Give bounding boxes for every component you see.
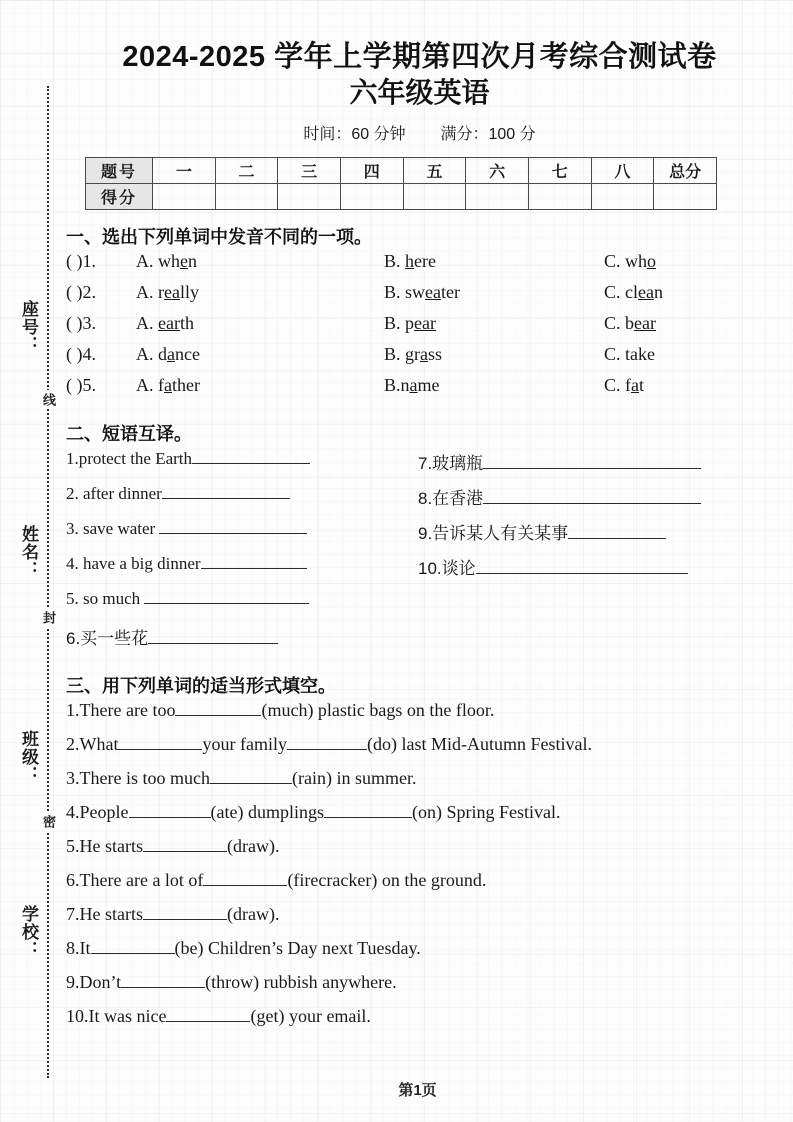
translation-prompt-8: 8.在香港 [418, 489, 484, 509]
fill-question-4 [66, 803, 793, 837]
translation-answer-blank-8[interactable] [483, 489, 701, 504]
fill-text-8: It [79, 938, 91, 959]
mc-option-2-C[interactable]: C. clean [604, 282, 663, 303]
score-table-column-5: 五 [403, 158, 466, 184]
section-3-heading: 三、用下列单词的适当形式填空。 [66, 676, 336, 697]
translation-prompt-9: 9.告诉某人有关某事 [418, 524, 569, 544]
fill-question-number-10: 10. [66, 1006, 89, 1027]
exam-title-line1: 2024-2025 学年上学期第四次月考综合测试卷 [122, 41, 717, 73]
fill-question-number-4: 4. [66, 802, 80, 823]
mc-question-1 [66, 252, 793, 283]
fill-question-6 [66, 871, 793, 905]
mc-option-5-B[interactable]: B.name [384, 375, 440, 396]
translation-item-9 [418, 519, 666, 544]
translation-answer-blank-7[interactable] [483, 454, 701, 469]
fill-text-7: (draw). [226, 904, 280, 925]
translation-item-3 [66, 519, 307, 539]
field-seat-number [16, 300, 41, 359]
exam-content [62, 0, 793, 1122]
score-cell-2[interactable] [215, 184, 278, 210]
mc-question-5 [66, 376, 793, 407]
score-table-column-8: 八 [591, 158, 654, 184]
score-table-row-label-score: 得分 [86, 184, 153, 210]
field-name [16, 525, 41, 584]
score-cell-5[interactable] [403, 184, 466, 210]
fill-question-number-5: 5. [66, 836, 80, 857]
mc-option-4-C[interactable]: C. take [604, 344, 655, 365]
fill-text-3: (rain) in summer. [291, 768, 417, 789]
fill-answer-blank-4-2[interactable] [324, 804, 412, 818]
seal-dotted-line [47, 86, 49, 1078]
fill-question-number-3: 3. [66, 768, 80, 789]
fill-question-2 [66, 735, 793, 769]
fill-question-8 [66, 939, 793, 973]
mc-answer-bracket-5[interactable]: ( )5. [66, 375, 96, 396]
fill-text-10: (get) your email. [250, 1006, 371, 1027]
mc-option-1-C[interactable]: C. who [604, 251, 657, 272]
score-table-column-6: 六 [466, 158, 529, 184]
mc-option-3-A[interactable]: A. earth [136, 313, 194, 334]
translation-item-7 [418, 449, 701, 474]
seal-char-xian: 线 [38, 390, 58, 409]
fill-text-6: (firecracker) on the ground. [287, 870, 487, 891]
fill-text-9: Don’t [79, 972, 122, 993]
translation-prompt-5: 5. so much [66, 589, 145, 609]
field-class-label: 班级： [19, 730, 38, 784]
page-footer: 第1页 [398, 1082, 437, 1099]
fill-answer-blank-3-1[interactable] [210, 770, 292, 784]
translation-row-1 [66, 449, 793, 484]
fill-answer-blank-10-1[interactable] [166, 1008, 250, 1022]
section-2 [62, 420, 793, 659]
seal-char-feng: 封 [38, 608, 58, 627]
mc-answer-bracket-2[interactable]: ( )2. [66, 282, 96, 303]
translation-prompt-6: 6.买一些花 [66, 629, 149, 649]
fill-question-7 [66, 905, 793, 939]
translation-row-4 [66, 554, 793, 589]
fill-question-3 [66, 769, 793, 803]
mc-question-4 [66, 345, 793, 376]
translation-row-5 [66, 589, 793, 624]
fill-question-number-9: 9. [66, 972, 80, 993]
section-3 [62, 672, 793, 1041]
fill-answer-blank-8-1[interactable] [91, 940, 175, 954]
translation-answer-blank-3[interactable] [159, 519, 307, 534]
fill-question-number-8: 8. [66, 938, 80, 959]
score-cell-1[interactable] [153, 184, 216, 210]
translation-prompt-1: 1.protect the Earth [66, 449, 193, 469]
mc-answer-bracket-4[interactable]: ( )4. [66, 344, 96, 365]
mc-answer-bracket-1[interactable]: ( )1. [66, 251, 96, 272]
score-table-column-4: 四 [340, 158, 403, 184]
fill-text-4: (ate) dumplings [210, 802, 324, 823]
translation-row-2 [66, 484, 793, 519]
score-cell-8[interactable] [591, 184, 654, 210]
fill-answer-blank-2-1[interactable] [118, 736, 202, 750]
fill-question-5 [66, 837, 793, 871]
fill-question-10 [66, 1007, 793, 1041]
fill-answer-blank-2-2[interactable] [287, 736, 367, 750]
score-cell-7[interactable] [528, 184, 591, 210]
translation-item-1 [66, 449, 310, 469]
field-school [16, 905, 41, 964]
fill-text-9: (throw) rubbish anywhere. [205, 972, 397, 993]
fill-text-1: (much) plastic bags on the floor. [261, 700, 495, 721]
translation-item-5 [66, 589, 309, 609]
section-2-heading: 二、短语互译。 [66, 424, 192, 445]
score-cell-4[interactable] [340, 184, 403, 210]
fill-text-2: What [79, 734, 119, 755]
mc-option-5-C[interactable]: C. fat [604, 375, 645, 396]
score-cell-3[interactable] [278, 184, 341, 210]
exam-meta [62, 121, 793, 144]
score-cell-6[interactable] [466, 184, 529, 210]
fill-text-3: There is too much [79, 768, 210, 789]
mc-option-4-A[interactable]: A. dance [136, 344, 200, 365]
translation-item-6 [66, 624, 278, 649]
translation-item-2 [66, 484, 290, 504]
fill-text-10: It was nice [88, 1006, 167, 1027]
exam-title-line2: 六年级英语 [349, 77, 490, 109]
translation-answer-blank-1[interactable] [192, 449, 310, 464]
translation-answer-blank-2[interactable] [162, 484, 290, 499]
translation-prompt-3: 3. save water [66, 519, 160, 539]
score-table-header-row [86, 158, 717, 184]
fill-question-number-7: 7. [66, 904, 80, 925]
fill-answer-blank-7-1[interactable] [143, 906, 227, 920]
fill-question-number-1: 1. [66, 700, 80, 721]
fill-text-4: People [79, 802, 129, 823]
translation-prompt-10: 10.谈论 [418, 559, 476, 579]
field-name-label: 姓名： [19, 525, 38, 579]
score-cell-9[interactable] [654, 184, 717, 210]
fill-answer-blank-1-1[interactable] [175, 702, 261, 716]
seal-margin [0, 0, 62, 1122]
fill-text-5: (draw). [226, 836, 280, 857]
fill-text-5: He starts [79, 836, 143, 857]
fill-question-9 [66, 973, 793, 1007]
fill-text-2: (do) last Mid-Autumn Festival. [366, 734, 592, 755]
mc-option-5-A[interactable]: A. father [136, 375, 200, 396]
section-1-heading: 一、选出下列单词中发音不同的一项。 [66, 227, 372, 248]
mc-option-1-B[interactable]: B. here [384, 251, 436, 272]
score-table-column-9: 总分 [654, 158, 717, 184]
translation-prompt-4: 4. have a big dinner [66, 554, 201, 574]
score-table-column-7: 七 [528, 158, 591, 184]
section-1 [62, 223, 793, 407]
score-table-value-row [86, 184, 717, 210]
fill-question-1 [66, 701, 793, 735]
score-table [85, 157, 717, 210]
translation-prompt-2: 2. after dinner [66, 484, 162, 504]
score-table-column-2: 二 [215, 158, 278, 184]
translation-answer-blank-9[interactable] [568, 524, 666, 539]
seal-char-mi: 密 [38, 812, 58, 831]
mc-option-4-B[interactable]: B. grass [384, 344, 443, 365]
score-table-row-label-number: 题号 [86, 158, 153, 184]
translation-item-8 [418, 484, 701, 509]
fill-text-7: He starts [79, 904, 143, 925]
field-seat-number-label: 座号： [19, 300, 38, 354]
translation-row-3 [66, 519, 793, 554]
fill-text-8: (be) Children’s Day next Tuesday. [174, 938, 421, 959]
translation-row-6 [66, 624, 793, 659]
fill-answer-blank-6-1[interactable] [203, 872, 287, 886]
field-school-label: 学校： [19, 905, 38, 959]
mc-answer-bracket-3[interactable]: ( )3. [66, 313, 96, 334]
field-class [16, 730, 41, 789]
fill-text-4: (on) Spring Festival. [411, 802, 561, 823]
exam-total-score: 满分：100 分 [440, 126, 536, 144]
translation-item-4 [66, 554, 307, 574]
fill-answer-blank-5-1[interactable] [143, 838, 227, 852]
mc-option-3-C[interactable]: C. bear [604, 313, 656, 334]
translation-answer-blank-6[interactable] [148, 629, 278, 644]
fill-text-1: There are too [79, 700, 176, 721]
mc-question-3 [66, 314, 793, 345]
exam-duration: 时间：60 分钟 [303, 126, 406, 144]
fill-answer-blank-4-1[interactable] [129, 804, 211, 818]
mc-option-3-B[interactable]: B. pear [384, 313, 436, 334]
mc-option-2-B[interactable]: B. sweater [384, 282, 460, 303]
mc-option-2-A[interactable]: A. really [136, 282, 199, 303]
fill-answer-blank-9-1[interactable] [121, 974, 205, 988]
translation-answer-blank-10[interactable] [476, 559, 688, 574]
translation-answer-blank-4[interactable] [201, 554, 307, 569]
fill-text-6: There are a lot of [79, 870, 204, 891]
fill-question-number-2: 2. [66, 734, 80, 755]
mc-question-2 [66, 283, 793, 314]
translation-prompt-7: 7.玻璃瓶 [418, 454, 484, 474]
score-table-column-3: 三 [278, 158, 341, 184]
fill-question-number-6: 6. [66, 870, 80, 891]
score-table-column-1: 一 [153, 158, 216, 184]
translation-answer-blank-5[interactable] [144, 589, 309, 604]
translation-item-10 [418, 554, 688, 579]
mc-option-1-A[interactable]: A. when [136, 251, 197, 272]
fill-text-2: your family [202, 734, 287, 755]
